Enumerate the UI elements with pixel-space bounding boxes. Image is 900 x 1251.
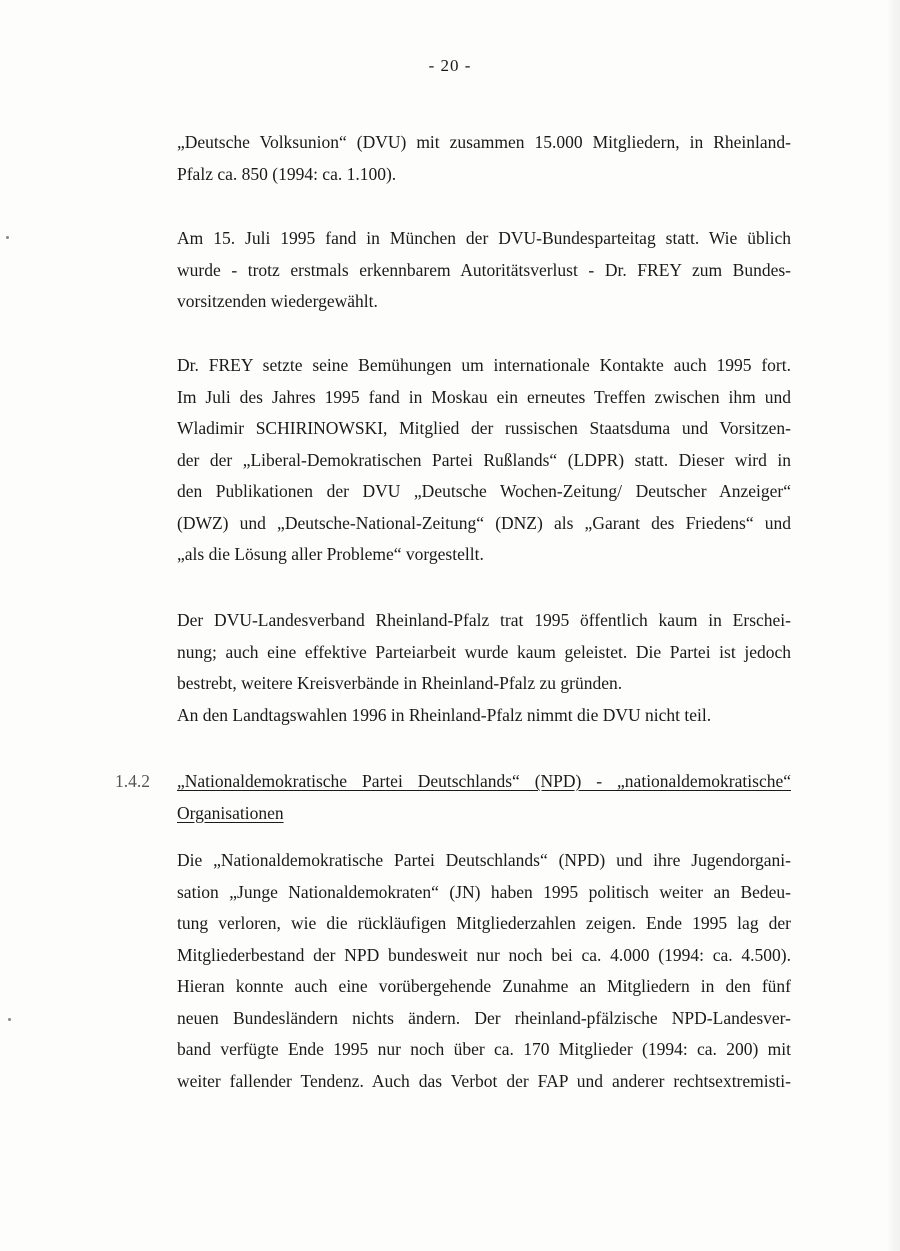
- text-line: der der „Liberal-Demokratischen Partei Rußlands“ (LDPR) statt. Dieser wird in: [177, 449, 791, 470]
- text-line: wurde - trotz erstmals erkennbarem Autoritätsverlust - Dr. FREY zum Bundes-: [177, 259, 791, 280]
- paragraph-dvu-members: [177, 127, 791, 190]
- text-line: vorsitzenden wiedergewählt.: [177, 291, 378, 311]
- section-heading: [177, 766, 791, 829]
- text-line: band verfügte Ende 1995 nur noch über ca. 170 Mitglieder (1994: ca. 200) mit: [177, 1039, 791, 1059]
- text-line: Hieran konnte auch eine vorübergehende Zunahme an Mitgliedern in den fünf: [177, 976, 791, 996]
- scan-edge-shadow: [886, 0, 900, 1251]
- text-line: neuen Bundesländern nichts ändern. Der rheinland-pfälzische NPD-Landesver-: [177, 1007, 791, 1028]
- text-line: Am 15. Juli 1995 fand in München der DVU-Bundesparteitag statt. Wie üblich: [177, 228, 791, 248]
- text-line: sation „Junge Nationaldemokraten“ (JN) haben 1995 politisch weiter an Bedeu-: [177, 881, 791, 902]
- heading-line: Organisationen: [177, 802, 284, 823]
- text-line: „Deutsche Volksunion“ (DVU) mit zusammen 15.000 Mitgliedern, in Rheinland-: [177, 132, 791, 152]
- page-number: - 20 -: [428, 56, 472, 75]
- text-line: Der DVU-Landesverband Rheinland-Pfalz trat 1995 öffentlich kaum in Erschei-: [177, 610, 791, 630]
- text-line: Mitgliederbestand der NPD bundesweit nur noch bei ca. 4.000 (1994: ca. 4.500).: [177, 944, 791, 965]
- paragraph-dvu-party-congress: [177, 223, 791, 318]
- text-line: Dr. FREY setzte seine Bemühungen um internationale Kontakte auch 1995 fort.: [177, 355, 791, 375]
- text-line: nung; auch eine effektive Parteiarbeit wurde kaum geleistet. Die Partei ist jedoch: [177, 641, 791, 662]
- paragraph-international-contacts: [177, 350, 791, 571]
- text-line: den Publikationen der DVU „Deutsche Wochen-Zeitung/ Deutscher Anzeiger“: [177, 481, 791, 501]
- text-line: weiter fallender Tendenz. Auch das Verbot der FAP und anderer rechtsextremisti-: [177, 1070, 791, 1091]
- text-line: Die „Nationaldemokratische Partei Deutschlands“ (NPD) und ihre Jugendorgani-: [177, 850, 791, 870]
- text-line: Wladimir SCHIRINOWSKI, Mitglied der russischen Staatsduma und Vorsitzen-: [177, 418, 791, 438]
- text-line: Pfalz ca. 850 (1994: ca. 1.100).: [177, 163, 397, 184]
- text-line: tung verloren, wie die rückläufigen Mitgliederzahlen zeigen. Ende 1995 lag der: [177, 913, 791, 933]
- heading-line: „Nationaldemokratische Partei Deutschlands“ (NPD) - „nationaldemokratische“: [177, 771, 791, 791]
- paragraph-npd: [177, 845, 791, 1097]
- text-line: An den Landtagswahlen 1996 in Rheinland-Pfalz nimmt die DVU nicht teil.: [177, 704, 712, 725]
- text-line: bestrebt, weitere Kreisverbände in Rheinland-Pfalz zu gründen.: [177, 673, 623, 693]
- text-line: (DWZ) und „Deutsche-National-Zeitung“ (DNZ) als „Garant des Friedens“ und: [177, 512, 791, 533]
- text-line: „als die Lösung aller Probleme“ vorgestellt.: [177, 544, 484, 564]
- paragraph-dvu-state-association: [177, 605, 791, 731]
- scan-speck: [8, 1018, 11, 1021]
- text-line: Im Juli des Jahres 1995 fand in Moskau ein erneutes Treffen zwischen ihm und: [177, 386, 791, 407]
- section-number: 1.4.2: [115, 771, 150, 791]
- scan-speck: [6, 236, 9, 239]
